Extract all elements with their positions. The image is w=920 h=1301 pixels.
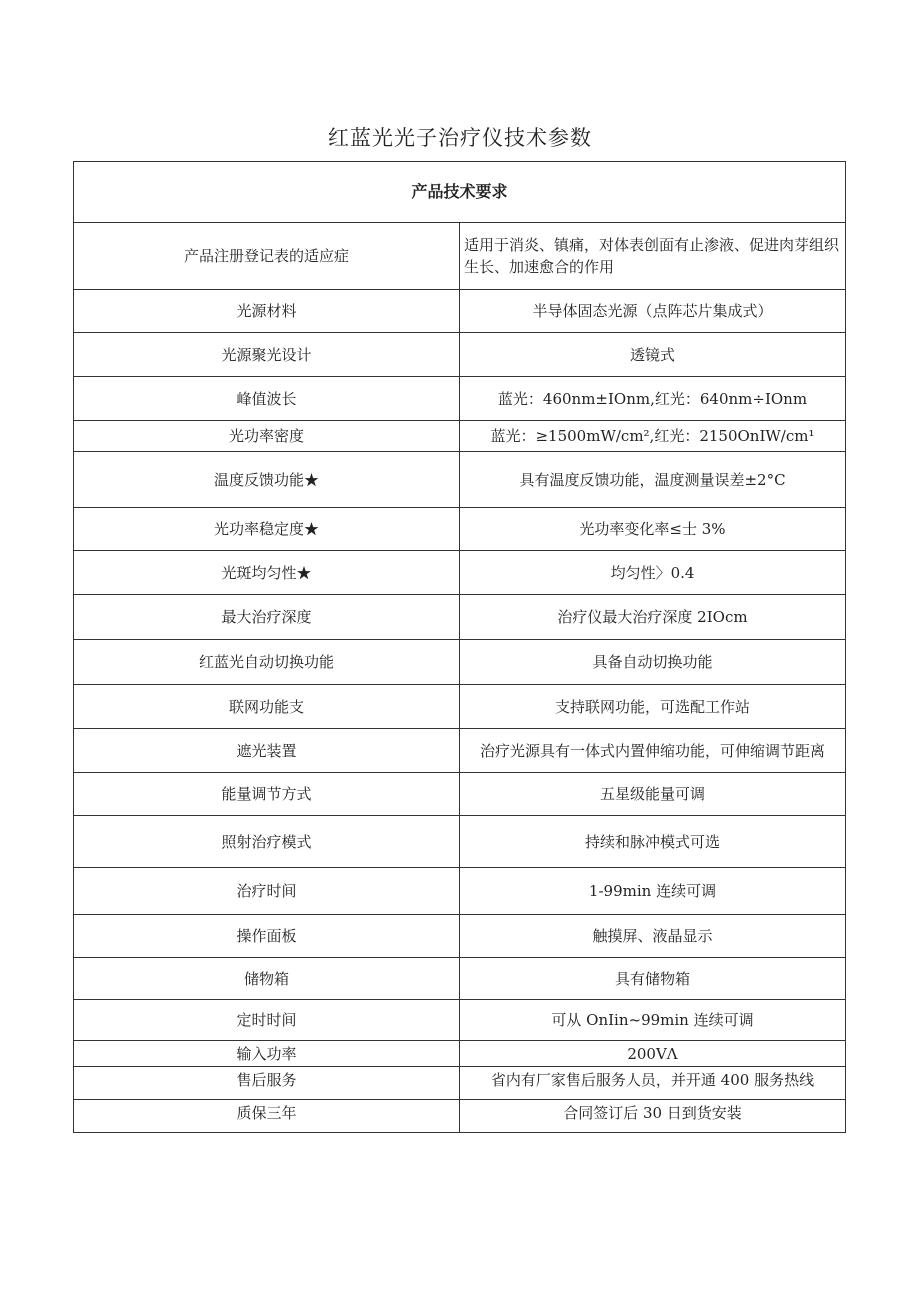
table-row: [74, 1067, 846, 1100]
spec-value: 合同签订后 30 日到货安装: [460, 1100, 846, 1133]
spec-value: 透镜式: [460, 333, 846, 377]
table-row: [74, 595, 846, 640]
spec-value: 均匀性〉0.4: [460, 551, 846, 595]
table-row: [74, 816, 846, 868]
table-row: [74, 452, 846, 508]
spec-value: 具备自动切换功能: [460, 640, 846, 685]
spec-label: 光斑均匀性★: [74, 551, 460, 595]
table-header-row: [74, 162, 846, 223]
spec-value: 具有温度反馈功能，温度测量误差±2°C: [460, 452, 846, 508]
document-title: 红蓝光光子治疗仪技术参数: [328, 126, 592, 150]
spec-label: 能量调节方式: [74, 773, 460, 816]
spec-value: 持续和脉冲模式可选: [460, 816, 846, 868]
spec-label: 红蓝光自动切换功能: [74, 640, 460, 685]
spec-value: 五星级能量可调: [460, 773, 846, 816]
spec-label: 光功率稳定度★: [74, 508, 460, 551]
table-row: [74, 868, 846, 915]
spec-value: 蓝光：460nm±IOnm,红光：640nm÷IOnm: [460, 377, 846, 421]
table-row: [74, 377, 846, 421]
spec-value: 蓝光：≥1500mW/cm²,红光：2150OnIW/cm¹: [460, 421, 846, 452]
spec-label: 最大治疗深度: [74, 595, 460, 640]
table-row: [74, 915, 846, 958]
spec-label: 产品注册登记表的适应症: [74, 223, 460, 290]
table-row: [74, 333, 846, 377]
spec-value: 触摸屏、液晶显示: [460, 915, 846, 958]
table-row: [74, 958, 846, 1000]
spec-table: [73, 161, 846, 1133]
table-row: [74, 508, 846, 551]
table-row: [74, 1000, 846, 1041]
spec-label: 光源材料: [74, 290, 460, 333]
spec-label: 温度反馈功能★: [74, 452, 460, 508]
table-row: [74, 729, 846, 773]
spec-value: 支持联网功能，可选配工作站: [460, 685, 846, 729]
table-row: [74, 1041, 846, 1067]
spec-value: 半导体固态光源（点阵芯片集成式）: [460, 290, 846, 333]
spec-label: 定时时间: [74, 1000, 460, 1041]
spec-value: 1-99min 连续可调: [460, 868, 846, 915]
table-header: 产品技术要求: [74, 162, 846, 223]
spec-label: 售后服务: [74, 1067, 460, 1100]
spec-value: 200VΛ: [460, 1041, 846, 1067]
spec-value: 适用于消炎、镇痛，对体表创面有止渗液、促进肉芽组织生长、加速愈合的作用: [460, 223, 846, 290]
table-row: [74, 1100, 846, 1133]
spec-label: 治疗时间: [74, 868, 460, 915]
table-row: [74, 685, 846, 729]
spec-label: 光源聚光设计: [74, 333, 460, 377]
spec-label: 储物箱: [74, 958, 460, 1000]
spec-value: 治疗光源具有一体式内置伸缩功能，可伸缩调节距离: [460, 729, 846, 773]
table-row: [74, 551, 846, 595]
table-row: [74, 223, 846, 290]
spec-label: 联网功能支: [74, 685, 460, 729]
spec-label: 质保三年: [74, 1100, 460, 1133]
spec-label: 光功率密度: [74, 421, 460, 452]
table-row: [74, 640, 846, 685]
spec-value: 具有储物箱: [460, 958, 846, 1000]
table-row: [74, 773, 846, 816]
spec-label: 操作面板: [74, 915, 460, 958]
spec-value: 省内有厂家售后服务人员，并开通 400 服务热线: [460, 1067, 846, 1100]
spec-value: 可从 OnIin~99min 连续可调: [460, 1000, 846, 1041]
spec-label: 遮光装置: [74, 729, 460, 773]
table-row: [74, 421, 846, 452]
spec-value: 光功率变化率≤士 3%: [460, 508, 846, 551]
table-row: [74, 290, 846, 333]
spec-label: 峰值波长: [74, 377, 460, 421]
spec-label: 输入功率: [74, 1041, 460, 1067]
spec-value: 治疗仪最大治疗深度 2IOcm: [460, 595, 846, 640]
spec-label: 照射治疗模式: [74, 816, 460, 868]
